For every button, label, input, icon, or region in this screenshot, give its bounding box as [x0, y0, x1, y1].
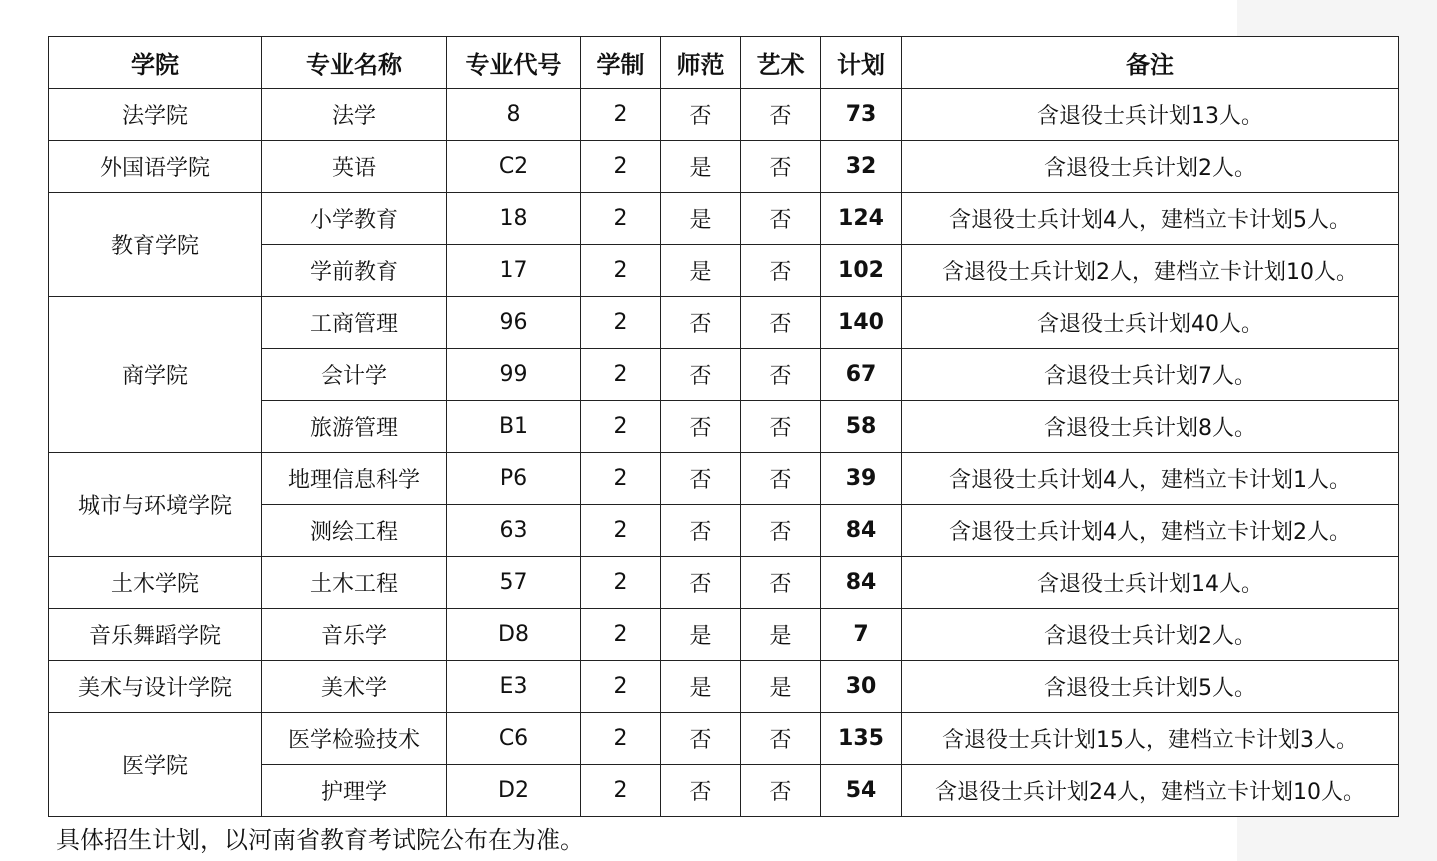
normal-cell: 否 [661, 89, 741, 141]
plan-cell: 58 [821, 401, 902, 453]
note-cell: 含退役士兵计划2人，建档立卡计划10人。 [902, 245, 1399, 297]
major-code-cell: 8 [447, 89, 581, 141]
note-cell: 含退役士兵计划24人，建档立卡计划10人。 [902, 765, 1399, 817]
art-cell: 否 [741, 713, 821, 765]
plan-cell: 32 [821, 141, 902, 193]
years-cell: 2 [581, 349, 661, 401]
plan-cell: 84 [821, 505, 902, 557]
header-years: 学制 [581, 37, 661, 89]
art-cell: 否 [741, 89, 821, 141]
table-row [49, 557, 1399, 609]
table-row [49, 193, 1399, 245]
years-cell: 2 [581, 193, 661, 245]
plan-cell: 84 [821, 557, 902, 609]
normal-cell: 否 [661, 765, 741, 817]
art-cell: 否 [741, 141, 821, 193]
normal-cell: 否 [661, 713, 741, 765]
years-cell: 2 [581, 245, 661, 297]
art-cell: 否 [741, 765, 821, 817]
normal-cell: 是 [661, 609, 741, 661]
major-cell: 法学 [262, 89, 447, 141]
major-cell: 测绘工程 [262, 505, 447, 557]
college-cell: 商学院 [49, 297, 262, 453]
art-cell: 否 [741, 245, 821, 297]
note-cell: 含退役士兵计划5人。 [902, 661, 1399, 713]
years-cell: 2 [581, 505, 661, 557]
major-code-cell: 99 [447, 349, 581, 401]
years-cell: 2 [581, 765, 661, 817]
header-college: 学院 [49, 37, 262, 89]
normal-cell: 是 [661, 661, 741, 713]
plan-cell: 54 [821, 765, 902, 817]
major-code-cell: B1 [447, 401, 581, 453]
major-code-cell: 18 [447, 193, 581, 245]
normal-cell: 否 [661, 349, 741, 401]
plan-cell: 102 [821, 245, 902, 297]
note-cell: 含退役士兵计划7人。 [902, 349, 1399, 401]
major-code-cell: C6 [447, 713, 581, 765]
plan-cell: 124 [821, 193, 902, 245]
note-cell: 含退役士兵计划2人。 [902, 609, 1399, 661]
years-cell: 2 [581, 713, 661, 765]
art-cell: 否 [741, 297, 821, 349]
major-cell: 护理学 [262, 765, 447, 817]
major-cell: 土木工程 [262, 557, 447, 609]
art-cell: 是 [741, 661, 821, 713]
table-row [49, 453, 1399, 505]
note-cell: 含退役士兵计划4人，建档立卡计划5人。 [902, 193, 1399, 245]
table-row [49, 713, 1399, 765]
normal-cell: 否 [661, 401, 741, 453]
normal-cell: 是 [661, 193, 741, 245]
major-cell: 旅游管理 [262, 401, 447, 453]
header-normal: 师范 [661, 37, 741, 89]
art-cell: 否 [741, 505, 821, 557]
table-row [49, 89, 1399, 141]
years-cell: 2 [581, 401, 661, 453]
note-cell: 含退役士兵计划15人，建档立卡计划3人。 [902, 713, 1399, 765]
years-cell: 2 [581, 661, 661, 713]
header-note: 备注 [902, 37, 1399, 89]
major-cell: 医学检验技术 [262, 713, 447, 765]
major-cell: 英语 [262, 141, 447, 193]
note-cell: 含退役士兵计划8人。 [902, 401, 1399, 453]
header-major: 专业名称 [262, 37, 447, 89]
college-cell: 教育学院 [49, 193, 262, 297]
college-cell: 音乐舞蹈学院 [49, 609, 262, 661]
years-cell: 2 [581, 609, 661, 661]
table-body [49, 89, 1399, 817]
header-major-code: 专业代号 [447, 37, 581, 89]
college-cell: 医学院 [49, 713, 262, 817]
college-cell: 城市与环境学院 [49, 453, 262, 557]
years-cell: 2 [581, 557, 661, 609]
years-cell: 2 [581, 141, 661, 193]
normal-cell: 是 [661, 141, 741, 193]
major-cell: 音乐学 [262, 609, 447, 661]
major-code-cell: D2 [447, 765, 581, 817]
major-code-cell: 57 [447, 557, 581, 609]
normal-cell: 否 [661, 297, 741, 349]
plan-cell: 140 [821, 297, 902, 349]
art-cell: 否 [741, 401, 821, 453]
major-code-cell: E3 [447, 661, 581, 713]
normal-cell: 否 [661, 505, 741, 557]
major-code-cell: P6 [447, 453, 581, 505]
normal-cell: 否 [661, 557, 741, 609]
table-row [49, 141, 1399, 193]
major-cell: 工商管理 [262, 297, 447, 349]
note-cell: 含退役士兵计划2人。 [902, 141, 1399, 193]
note-cell: 含退役士兵计划4人，建档立卡计划1人。 [902, 453, 1399, 505]
normal-cell: 是 [661, 245, 741, 297]
major-cell: 会计学 [262, 349, 447, 401]
table-header-row [49, 37, 1399, 89]
normal-cell: 否 [661, 453, 741, 505]
art-cell: 否 [741, 453, 821, 505]
enrollment-plan-table [48, 36, 1399, 817]
major-cell: 学前教育 [262, 245, 447, 297]
table-row [49, 297, 1399, 349]
major-code-cell: D8 [447, 609, 581, 661]
note-cell: 含退役士兵计划4人，建档立卡计划2人。 [902, 505, 1399, 557]
major-cell: 小学教育 [262, 193, 447, 245]
note-cell: 含退役士兵计划40人。 [902, 297, 1399, 349]
major-code-cell: 63 [447, 505, 581, 557]
table-row [49, 609, 1399, 661]
major-code-cell: 96 [447, 297, 581, 349]
plan-cell: 67 [821, 349, 902, 401]
plan-cell: 73 [821, 89, 902, 141]
note-cell: 含退役士兵计划13人。 [902, 89, 1399, 141]
art-cell: 否 [741, 193, 821, 245]
note-cell: 含退役士兵计划14人。 [902, 557, 1399, 609]
plan-cell: 30 [821, 661, 902, 713]
art-cell: 是 [741, 609, 821, 661]
college-cell: 美术与设计学院 [49, 661, 262, 713]
art-cell: 否 [741, 349, 821, 401]
plan-cell: 39 [821, 453, 902, 505]
header-plan: 计划 [821, 37, 902, 89]
college-cell: 法学院 [49, 89, 262, 141]
footnote: 具体招生计划，以河南省教育考试院公布在为准。 [56, 826, 584, 854]
major-cell: 美术学 [262, 661, 447, 713]
college-cell: 土木学院 [49, 557, 262, 609]
plan-cell: 7 [821, 609, 902, 661]
plan-cell: 135 [821, 713, 902, 765]
header-art: 艺术 [741, 37, 821, 89]
years-cell: 2 [581, 297, 661, 349]
major-code-cell: C2 [447, 141, 581, 193]
college-cell: 外国语学院 [49, 141, 262, 193]
major-cell: 地理信息科学 [262, 453, 447, 505]
table-row [49, 661, 1399, 713]
art-cell: 否 [741, 557, 821, 609]
years-cell: 2 [581, 89, 661, 141]
years-cell: 2 [581, 453, 661, 505]
major-code-cell: 17 [447, 245, 581, 297]
